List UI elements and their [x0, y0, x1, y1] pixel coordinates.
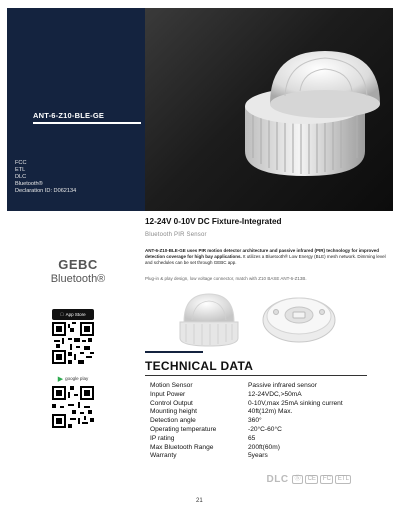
spec-value: 12-24VDC,>50mA — [248, 390, 302, 398]
model-underline — [33, 122, 141, 124]
product-subtitle: Bluetooth PIR Sensor — [145, 232, 207, 238]
hero-banner — [7, 8, 393, 211]
spec-value: 0-10V,max 25mA sinking current — [248, 399, 343, 407]
certification-list — [15, 160, 76, 195]
spec-key: Warranty — [150, 452, 177, 460]
spec-row — [150, 452, 343, 461]
spec-value: Passive infrared sensor — [248, 382, 317, 389]
spec-value: 200ft(60m) — [248, 443, 280, 451]
product-title: 12-24V 0-10V DC Fixture-Integrated — [145, 217, 282, 226]
product-description-2: Plug-in & play design, low voltage connector, match with Z10 BASE ANT-6-Z13B. — [145, 276, 307, 281]
google-play-label: google play — [65, 376, 89, 381]
google-play-icon: ▶ — [57, 375, 64, 383]
spec-row — [150, 426, 343, 435]
spec-key: Input Power — [150, 390, 186, 398]
product-description — [145, 248, 390, 265]
certification-marks — [265, 475, 351, 484]
gebc-logo: GEBC — [58, 257, 98, 272]
bluetooth-mark: ⓑ — [292, 475, 303, 484]
spec-key: Control Output — [150, 399, 193, 407]
app-store-qr-code — [52, 322, 94, 364]
spec-row — [150, 435, 343, 444]
tech-divider — [145, 375, 367, 376]
spec-row — [150, 408, 343, 417]
spec-key: Operating temperature — [150, 425, 217, 433]
bluetooth-logo: Bluetooth® — [50, 273, 106, 285]
sensor-photo-base — [258, 288, 340, 348]
spec-key: Motion Sensor — [150, 382, 193, 389]
technical-data-heading: TECHNICAL DATA — [145, 359, 254, 373]
google-play-qr-code — [52, 386, 94, 428]
cert-dlc: DLC — [15, 174, 27, 180]
spec-table — [150, 382, 343, 461]
spec-key: IP rating — [150, 434, 175, 442]
spec-row — [150, 391, 343, 400]
google-play-badge[interactable] — [52, 373, 94, 384]
dlc-mark: DLC — [266, 474, 289, 485]
spec-row — [150, 400, 343, 409]
page-number: 21 — [196, 498, 203, 504]
cert-etl: ETL — [15, 167, 26, 173]
spec-value: -20°C-60°C — [248, 425, 282, 433]
hero-photo — [145, 8, 393, 211]
app-store-badge[interactable] — [52, 309, 94, 320]
hero-side-panel — [7, 8, 145, 211]
app-store-label: App Store — [63, 312, 84, 317]
spec-key: Mounting height — [150, 408, 197, 416]
spec-row — [150, 382, 343, 391]
declaration-id: Declaration ID: D062134 — [15, 188, 77, 194]
spec-row — [150, 444, 343, 453]
fcc-mark: FC — [320, 475, 333, 484]
spec-key: Max Bluetooth Range — [150, 443, 214, 451]
etl-mark: ETL — [335, 475, 351, 484]
spec-value: 5years — [248, 452, 268, 460]
cert-fcc: FCC — [15, 160, 27, 166]
ce-mark: CE — [305, 475, 318, 484]
sensor-photo-side — [172, 290, 247, 348]
model-number: ANT-6-Z10-BLE-GE — [33, 111, 105, 120]
cert-bluetooth: Bluetooth® — [15, 181, 43, 187]
apple-icon — [60, 312, 63, 317]
description-bold: ANT-6-Z10-BLE-GE uses PIR motion detector architecture and passive infrared (PIR) technology for improved detection coverage for high bay applications. — [145, 248, 380, 259]
spec-value: 65 — [248, 434, 256, 442]
spec-value: 360° — [248, 417, 262, 425]
description-rest: It utilizes a Bluetooth® Low Energy (BLE) mesh network. Dimming level and schedules can be set through GEBC app. — [145, 253, 386, 265]
spec-row — [150, 417, 343, 426]
sensor-product-image — [225, 36, 393, 186]
spec-value: 40ft(12m) Max. — [248, 408, 293, 416]
spec-key: Detection angle — [150, 417, 196, 425]
tech-accent-bar — [145, 351, 203, 353]
brand-block — [43, 257, 113, 285]
